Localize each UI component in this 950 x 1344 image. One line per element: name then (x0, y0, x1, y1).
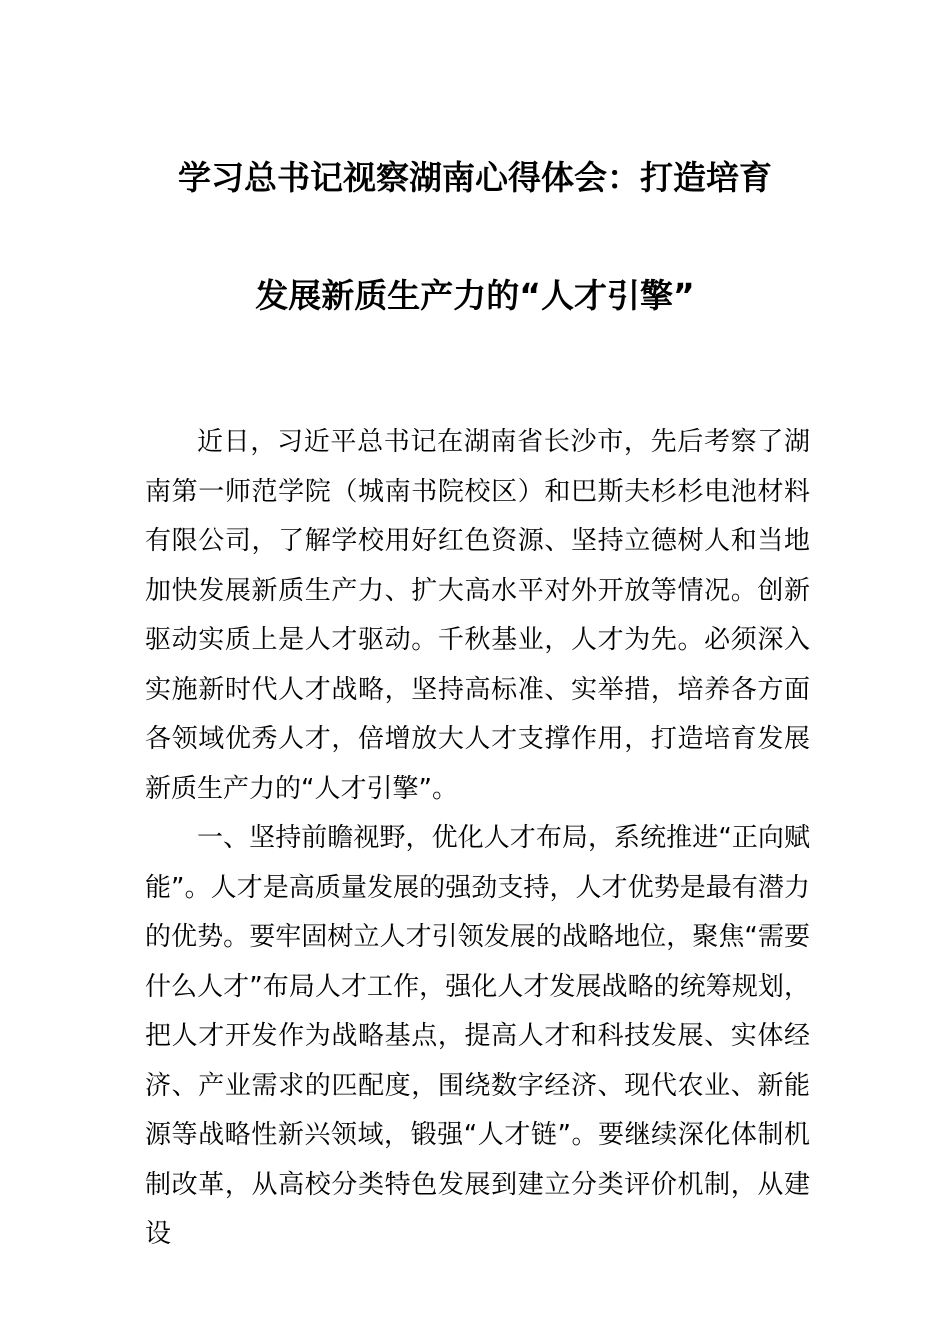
paragraph-1: 近日，习近平总书记在湖南省长沙市，先后考察了湖南第一师范学院（城南书院校区）和巴斯夫杉杉电池材料有限公司，了解学校用好红色资源、坚持立德树人和当地加快发展新质生产力、扩大高水平对外开放等情况。创新驱动实质上是人才驱动。千秋基业，人才为先。必须深入实施新时代人才战略，坚持高标准、实举措，培养各方面各领域优秀人才，倍增放大人才支撑作用，打造培育发展新质生产力的“人才引擎”。 (145, 427, 810, 804)
document-body (145, 418, 810, 1260)
document-title-line-2: 发展新质生产力的“人才引擎” (255, 276, 695, 315)
document-title-line-1: 学习总书记视察湖南心得体会：打造培育 (178, 158, 772, 197)
paragraph-2: 一、坚持前瞻视野，优化人才布局，系统推进“正向赋能”。人才是高质量发展的强劲支持，人才优势是最有潜力的优势。要牢固树立人才引领发展的战略地位，聚焦“需要什么人才”布局人才工作，强化人才发展战略的统筹规划，把人才开发作为战略基点，提高人才和科技发展、实体经济、产业需求的匹配度，围绕数字经济、现代农业、新能源等战略性新兴领域，锻强“人才链”。要继续深化体制机制改革，从高校分类特色发展到建立分类评价机制，从建设 (145, 823, 810, 1249)
